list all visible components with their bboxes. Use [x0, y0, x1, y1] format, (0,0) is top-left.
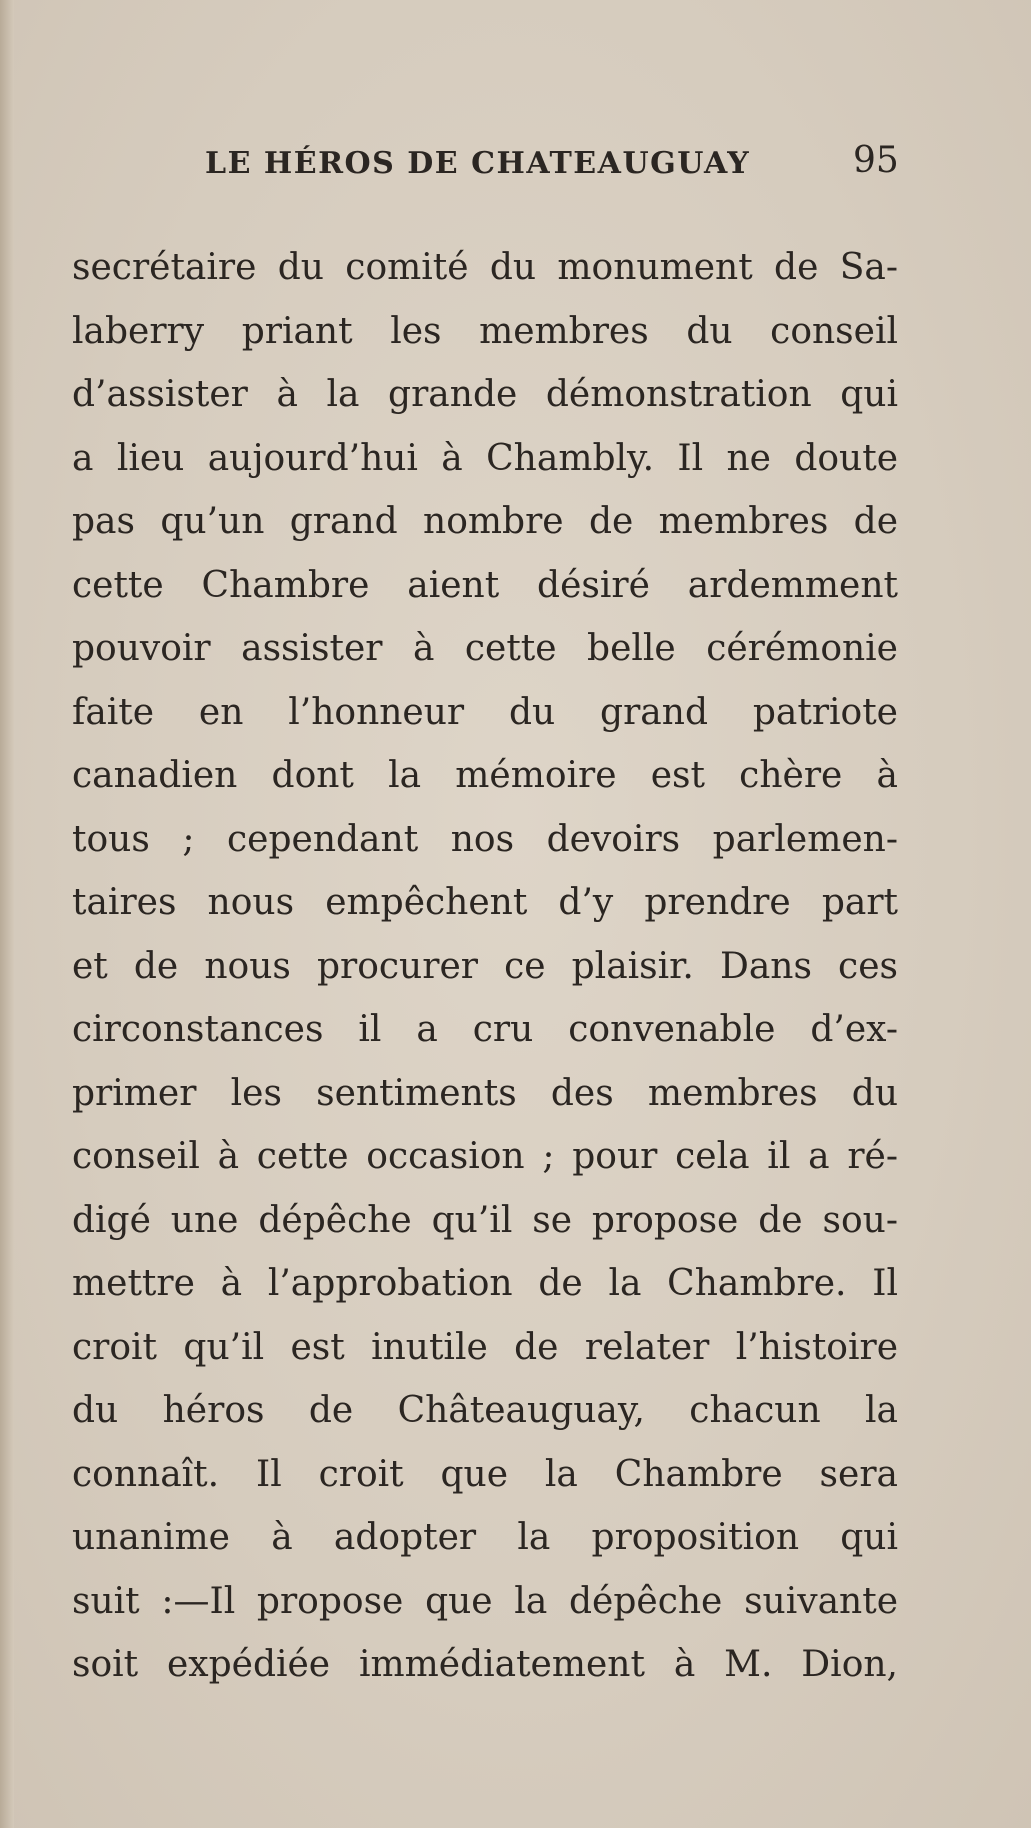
- body-text: [72, 236, 898, 1697]
- running-head: [205, 140, 905, 190]
- running-title: LE HÉROS DE CHATEAUGUAY: [205, 146, 751, 181]
- text-line: conseil à cette occasion ; pour cela il a ré-: [72, 1136, 898, 1177]
- text-line: du héros de Châteauguay, chacun la: [72, 1390, 898, 1431]
- text-line: mettre à l’approbation de la Chambre. Il: [72, 1263, 898, 1304]
- page-edge-shadow: [0, 0, 14, 1828]
- text-line: croit qu’il est inutile de relater l’histoire: [72, 1326, 898, 1368]
- text-line: suit :—Il propose que la dépêche suivante: [72, 1580, 898, 1622]
- text-line: circonstances il a cru convenable d’ex-: [72, 1009, 898, 1050]
- text-line: faite en l’honneur du grand patriote: [72, 691, 898, 733]
- text-line: digé une dépêche qu’il se propose de sou-: [72, 1199, 898, 1241]
- text-line: soit expédiée immédiatement à M. Dion,: [72, 1644, 898, 1685]
- text-line: a lieu aujourd’hui à Chambly. Il ne doute: [72, 437, 898, 479]
- text-line: tous ; cependant nos devoirs parlemen-: [72, 818, 898, 860]
- text-line: canadien dont la mémoire est chère à: [72, 755, 898, 796]
- text-line: connaît. Il croit que la Chambre sera: [72, 1453, 898, 1495]
- text-line: d’assister à la grande démonstration qui: [72, 374, 898, 415]
- text-line: taires nous empêchent d’y prendre part: [72, 882, 898, 923]
- text-line: laberry priant les membres du conseil: [72, 310, 898, 352]
- text-line: pouvoir assister à cette belle cérémonie: [72, 628, 898, 669]
- page-number: 95: [853, 140, 899, 181]
- text-line: unanime à adopter la proposition qui: [72, 1517, 898, 1558]
- text-line: et de nous procurer ce plaisir. Dans ces: [72, 945, 898, 987]
- text-line: pas qu’un grand nombre de membres de: [72, 501, 898, 542]
- text-line: primer les sentiments des membres du: [72, 1072, 898, 1114]
- text-line: cette Chambre aient désiré ardemment: [72, 564, 898, 606]
- text-line: secrétaire du comité du monument de Sa-: [72, 247, 898, 288]
